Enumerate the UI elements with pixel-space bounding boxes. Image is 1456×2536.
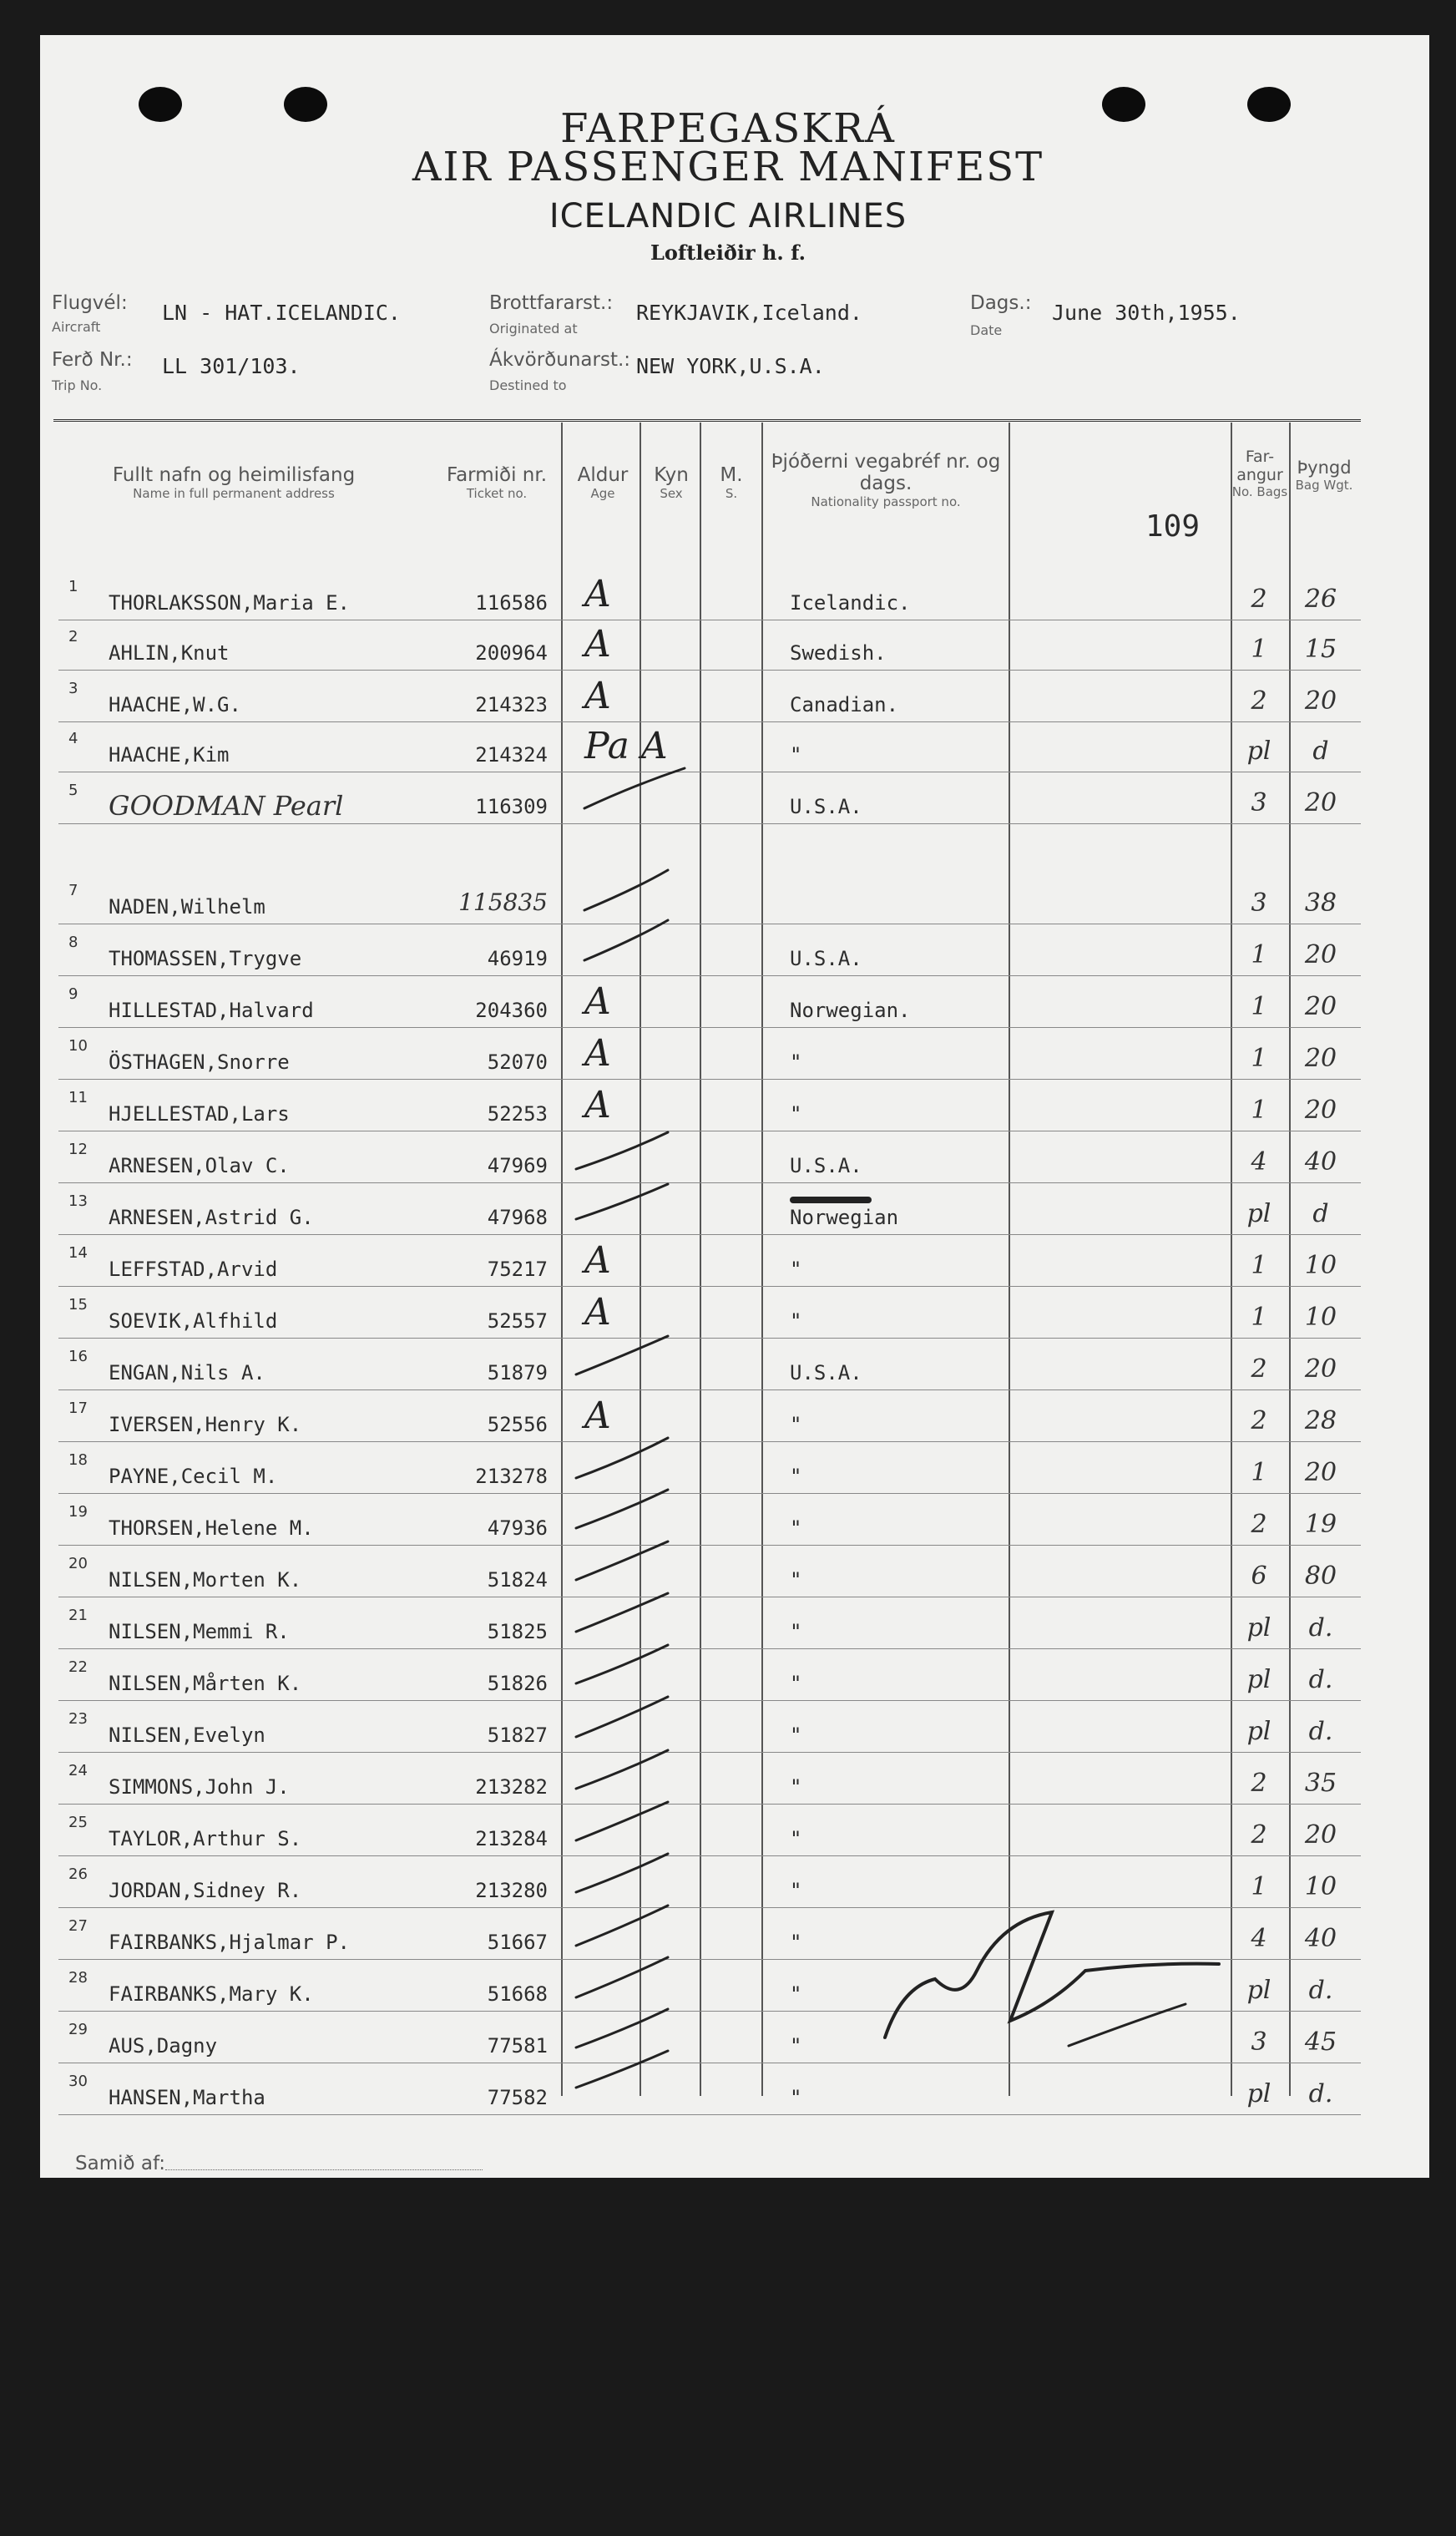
col-name-header: Fullt nafn og heimilisfang Name in full permanent address bbox=[112, 464, 356, 501]
row-number: 12 bbox=[68, 1141, 88, 1158]
ticket-number: 200964 bbox=[475, 641, 548, 665]
passenger-name: HAACHE,W.G. bbox=[109, 693, 241, 716]
company-name: Loftleiðir h. f. bbox=[650, 240, 806, 265]
col-sex-header: Kyn Sex bbox=[654, 464, 689, 501]
aircraft-label: Flugvél: bbox=[52, 292, 128, 314]
row-number: 5 bbox=[68, 782, 78, 799]
age-dash-mark bbox=[584, 768, 685, 808]
age-mark: A bbox=[584, 1291, 611, 1334]
bag-weight: 38 bbox=[1304, 888, 1337, 918]
age-dash-mark bbox=[576, 1184, 668, 1219]
age-dash-mark bbox=[584, 870, 668, 910]
ticket-number: 77581 bbox=[487, 2034, 548, 2058]
age-dash-mark bbox=[576, 1541, 668, 1580]
row-number: 13 bbox=[68, 1192, 88, 1210]
bag-count: 1 bbox=[1251, 940, 1267, 969]
bag-weight: d. bbox=[1308, 1665, 1333, 1694]
passenger-name: LEFFSTAD,Arvid bbox=[109, 1258, 278, 1281]
bag-weight: 35 bbox=[1304, 1769, 1337, 1798]
bag-count: 2 bbox=[1251, 1820, 1267, 1850]
nationality: " bbox=[790, 1050, 802, 1074]
bag-count: pl bbox=[1246, 1199, 1271, 1228]
bag-weight: 20 bbox=[1304, 1820, 1337, 1850]
bag-count: 1 bbox=[1251, 1251, 1267, 1280]
ticket-number: 52557 bbox=[487, 1309, 548, 1333]
row-number: 15 bbox=[68, 1296, 88, 1314]
row-number: 24 bbox=[68, 1762, 88, 1779]
age-mark: A bbox=[584, 623, 611, 666]
row-number: 17 bbox=[68, 1400, 88, 1417]
bag-weight: 10 bbox=[1304, 1872, 1337, 1901]
ticket-number: 214323 bbox=[475, 693, 548, 716]
passenger-name: THORLAKSSON,Maria E. bbox=[109, 591, 350, 615]
nationality: Swedish. bbox=[790, 641, 887, 665]
ticket-number: 77582 bbox=[487, 2086, 548, 2109]
bag-count: 1 bbox=[1251, 1458, 1267, 1487]
nationality: " bbox=[790, 1258, 802, 1281]
nationality: Icelandic. bbox=[790, 591, 911, 615]
row-number: 4 bbox=[68, 730, 78, 747]
bag-weight: 20 bbox=[1304, 940, 1337, 969]
bag-weight: 20 bbox=[1304, 788, 1337, 817]
passenger-name: PAYNE,Cecil M. bbox=[109, 1465, 278, 1488]
row-number: 16 bbox=[68, 1348, 88, 1365]
age-dash-mark bbox=[576, 1593, 668, 1632]
row-number: 18 bbox=[68, 1451, 88, 1469]
age-dash-mark bbox=[576, 1802, 668, 1840]
prepared-by-label: Samið af: bbox=[75, 2153, 165, 2174]
ticket-number: 51827 bbox=[487, 1724, 548, 1747]
row-number: 26 bbox=[68, 1865, 88, 1883]
age-dash-mark bbox=[576, 1645, 668, 1683]
passenger-name: JORDAN,Sidney R. bbox=[109, 1879, 302, 1902]
row-number: 3 bbox=[68, 680, 78, 697]
ticket-number: 51879 bbox=[487, 1361, 548, 1384]
bag-count: 1 bbox=[1251, 635, 1267, 664]
nationality: " bbox=[790, 1827, 802, 1850]
ticket-number: 51668 bbox=[487, 1982, 548, 2006]
age-dash-mark bbox=[576, 1906, 668, 1946]
nationality: Norwegian bbox=[790, 1206, 899, 1229]
passenger-name: AHLIN,Knut bbox=[109, 641, 230, 665]
passenger-name: FAIRBANKS,Mary K. bbox=[109, 1982, 314, 2006]
bag-count: 4 bbox=[1251, 1147, 1267, 1177]
row-number: 10 bbox=[68, 1037, 88, 1055]
bag-weight: 40 bbox=[1304, 1147, 1337, 1177]
passenger-name: GOODMAN Pearl bbox=[109, 790, 344, 822]
col-bags-header: Far-angur No. Bags bbox=[1231, 448, 1288, 499]
passenger-name: NILSEN,Mårten K. bbox=[109, 1672, 302, 1695]
bag-weight: 20 bbox=[1304, 1044, 1337, 1073]
passenger-count-note: 109 bbox=[1145, 509, 1201, 544]
passenger-name: THORSEN,Helene M. bbox=[109, 1516, 314, 1540]
bag-weight: 28 bbox=[1304, 1406, 1337, 1435]
col-ticket-header: Farmiði nr. Ticket no. bbox=[446, 464, 548, 501]
title-english: AIR PASSENGER MANIFEST bbox=[412, 144, 1044, 190]
bag-count: 2 bbox=[1251, 686, 1267, 716]
passenger-name: THOMASSEN,Trygve bbox=[109, 947, 302, 970]
ticket-number: 52253 bbox=[487, 1102, 548, 1126]
nationality: " bbox=[790, 1102, 802, 1126]
passenger-name: HANSEN,Martha bbox=[109, 2086, 265, 2109]
age-mark: A bbox=[584, 1239, 611, 1282]
trip-label: Ferð Nr.: bbox=[52, 349, 133, 371]
bag-count: pl bbox=[1246, 737, 1271, 766]
nationality: " bbox=[790, 743, 802, 767]
bag-count: 2 bbox=[1251, 1510, 1267, 1539]
age-mark: A bbox=[584, 675, 611, 717]
ticket-number: 47968 bbox=[487, 1206, 548, 1229]
passenger-name: HAACHE,Kim bbox=[109, 743, 230, 767]
date-sublabel: Date bbox=[970, 322, 1003, 338]
age-dash-mark bbox=[576, 1490, 668, 1528]
bag-weight: 19 bbox=[1304, 1510, 1337, 1539]
bag-weight: 20 bbox=[1304, 1458, 1337, 1487]
nationality: " bbox=[790, 1724, 802, 1747]
ticket-number: 116309 bbox=[475, 795, 548, 818]
bag-weight: d. bbox=[1308, 1976, 1333, 2005]
passenger-name: AUS,Dagny bbox=[109, 2034, 218, 2058]
origin-sublabel: Originated at bbox=[489, 321, 578, 337]
aircraft-sublabel: Aircraft bbox=[52, 319, 101, 335]
ticket-number: 52556 bbox=[487, 1413, 548, 1436]
destination-sublabel: Destined to bbox=[489, 377, 567, 393]
bag-count: pl bbox=[1246, 1717, 1271, 1746]
bag-count: 3 bbox=[1251, 788, 1267, 817]
row-number: 25 bbox=[68, 1814, 88, 1831]
prepared-by-line bbox=[165, 2169, 483, 2170]
row-number: 23 bbox=[68, 1710, 88, 1728]
bag-count: 1 bbox=[1251, 1044, 1267, 1073]
ticket-number: 47969 bbox=[487, 1154, 548, 1177]
row-number: 2 bbox=[68, 628, 78, 645]
nationality: U.S.A. bbox=[790, 1154, 862, 1177]
bag-weight: 10 bbox=[1304, 1303, 1337, 1332]
trip-sublabel: Trip No. bbox=[52, 377, 103, 393]
nationality: " bbox=[790, 1620, 802, 1643]
nationality: U.S.A. bbox=[790, 947, 862, 970]
bag-count: 1 bbox=[1251, 1303, 1267, 1332]
nationality: " bbox=[790, 2034, 802, 2058]
ticket-number: 51826 bbox=[487, 1672, 548, 1695]
row-number: 30 bbox=[68, 2073, 88, 2090]
row-number: 9 bbox=[68, 985, 78, 1003]
ticket-number: 213284 bbox=[475, 1827, 548, 1850]
bag-weight: 20 bbox=[1304, 992, 1337, 1021]
bag-weight: 20 bbox=[1304, 1096, 1337, 1125]
nationality: " bbox=[790, 1931, 802, 1954]
bag-weight: d. bbox=[1308, 2079, 1333, 2108]
passenger-name: TAYLOR,Arthur S. bbox=[109, 1827, 302, 1850]
age-dash-mark bbox=[576, 1957, 668, 1997]
row-number: 7 bbox=[68, 882, 78, 899]
origin-value: REYKJAVIK,Iceland. bbox=[636, 301, 862, 325]
nationality: " bbox=[790, 1465, 802, 1488]
passenger-name: IVERSEN,Henry K. bbox=[109, 1413, 302, 1436]
ticket-number: 51824 bbox=[487, 1568, 548, 1592]
bag-count: 1 bbox=[1251, 1872, 1267, 1901]
age-dash-mark bbox=[584, 920, 668, 960]
passenger-name: NILSEN,Morten K. bbox=[109, 1568, 302, 1592]
ticket-number: 75217 bbox=[487, 1258, 548, 1281]
col-ms-header: M. S. bbox=[720, 464, 743, 501]
nationality: " bbox=[790, 2086, 802, 2109]
age-dash-mark bbox=[576, 1697, 668, 1737]
passenger-name: NILSEN,Evelyn bbox=[109, 1724, 265, 1747]
col-age-header: Aldur Age bbox=[577, 464, 629, 501]
bag-count: 1 bbox=[1251, 992, 1267, 1021]
ticket-number: 46919 bbox=[487, 947, 548, 970]
origin-label: Brottfararst.: bbox=[489, 292, 614, 314]
bag-count: 2 bbox=[1251, 1354, 1267, 1384]
age-dash-mark bbox=[576, 1132, 668, 1169]
aircraft-value: LN - HAT.ICELANDIC. bbox=[162, 301, 401, 325]
row-number: 8 bbox=[68, 934, 78, 951]
passenger-name: ARNESEN,Astrid G. bbox=[109, 1206, 314, 1229]
passenger-name: ÖSTHAGEN,Snorre bbox=[109, 1050, 290, 1074]
nationality: " bbox=[790, 1672, 802, 1695]
bag-count: 2 bbox=[1251, 1406, 1267, 1435]
bag-weight: d bbox=[1312, 1199, 1329, 1228]
ticket-number: 204360 bbox=[475, 999, 548, 1022]
age-mark: A bbox=[584, 1084, 611, 1126]
bag-count: 1 bbox=[1251, 1096, 1267, 1125]
passenger-name: NILSEN,Memmi R. bbox=[109, 1620, 290, 1643]
bag-weight: 45 bbox=[1304, 2027, 1337, 2057]
signature-scribble bbox=[1069, 2004, 1186, 2046]
bag-weight: d. bbox=[1308, 1613, 1333, 1643]
row-number: 29 bbox=[68, 2021, 88, 2038]
age-mark: A bbox=[584, 980, 611, 1023]
age-dash-mark bbox=[576, 1854, 668, 1892]
nationality: " bbox=[790, 1775, 802, 1799]
passenger-name: ENGAN,Nils A. bbox=[109, 1361, 265, 1384]
col-weight-header: Þyngd Bag Wgt. bbox=[1295, 458, 1353, 493]
bag-count: pl bbox=[1246, 1613, 1271, 1643]
age-mark: A bbox=[584, 573, 611, 615]
nationality: " bbox=[790, 1568, 802, 1592]
row-number: 21 bbox=[68, 1607, 88, 1624]
passenger-name: SOEVIK,Alfhild bbox=[109, 1309, 278, 1333]
bag-count: pl bbox=[1246, 2079, 1271, 2108]
destination-value: NEW YORK,U.S.A. bbox=[636, 354, 825, 378]
passenger-name: FAIRBANKS,Hjalmar P. bbox=[109, 1931, 350, 1954]
bag-weight: 40 bbox=[1304, 1924, 1337, 1953]
row-number: 28 bbox=[68, 1969, 88, 1987]
age-dash-mark bbox=[576, 1438, 668, 1478]
age-mark: A bbox=[584, 1395, 611, 1437]
ticket-number: 47936 bbox=[487, 1516, 548, 1540]
row-number: 22 bbox=[68, 1658, 88, 1676]
signature-scribble bbox=[885, 1912, 1219, 2037]
row-number: 1 bbox=[68, 578, 78, 595]
bag-weight: 26 bbox=[1304, 585, 1337, 614]
airline-name: ICELANDIC AIRLINES bbox=[549, 197, 907, 235]
ticket-number: 52070 bbox=[487, 1050, 548, 1074]
ticket-number: 51667 bbox=[487, 1931, 548, 1954]
bag-weight: 15 bbox=[1304, 635, 1337, 664]
ticket-number: 213278 bbox=[475, 1465, 548, 1488]
nationality: Norwegian. bbox=[790, 999, 911, 1022]
passenger-name: HILLESTAD,Halvard bbox=[109, 999, 314, 1022]
bag-count: 6 bbox=[1251, 1562, 1267, 1591]
passenger-name: HJELLESTAD,Lars bbox=[109, 1102, 290, 1126]
bag-count: pl bbox=[1246, 1665, 1271, 1694]
date-value: June 30th,1955. bbox=[1052, 301, 1241, 325]
bag-weight: 80 bbox=[1304, 1562, 1337, 1591]
age-dash-mark bbox=[576, 2051, 668, 2088]
row-number: 11 bbox=[68, 1089, 88, 1106]
age-dash-mark bbox=[576, 2009, 668, 2048]
bag-count: pl bbox=[1246, 1976, 1271, 2005]
passenger-name: SIMMONS,John J. bbox=[109, 1775, 290, 1799]
col-nationality-header: Þjóðerni vegabréf nr. og dags. Nationality passport no. bbox=[771, 451, 1001, 509]
passenger-name: NADEN,Wilhelm bbox=[109, 895, 265, 919]
age-dash-mark bbox=[576, 1750, 668, 1789]
row-number: 20 bbox=[68, 1555, 88, 1572]
nationality: " bbox=[790, 1879, 802, 1902]
nationality: Canadian. bbox=[790, 693, 899, 716]
bag-count: 3 bbox=[1251, 888, 1267, 918]
title-icelandic: FARPEGASKRÁ bbox=[560, 105, 896, 152]
bag-count: 2 bbox=[1251, 1769, 1267, 1798]
row-number: 27 bbox=[68, 1917, 88, 1935]
ticket-number: 214324 bbox=[475, 743, 548, 767]
row-number: 14 bbox=[68, 1244, 88, 1262]
age-mark: A bbox=[584, 1032, 611, 1075]
ticket-number: 116586 bbox=[475, 591, 548, 615]
bag-weight: d. bbox=[1308, 1717, 1333, 1746]
age-dash-mark bbox=[576, 1336, 668, 1374]
nationality: " bbox=[790, 1982, 802, 2006]
age-mark: Pa A bbox=[584, 725, 668, 767]
bag-count: 4 bbox=[1251, 1924, 1267, 1953]
bag-count: 3 bbox=[1251, 2027, 1267, 2057]
trip-value: LL 301/103. bbox=[162, 354, 301, 378]
ticket-number: 51825 bbox=[487, 1620, 548, 1643]
bag-weight: 20 bbox=[1304, 1354, 1337, 1384]
nationality: " bbox=[790, 1516, 802, 1540]
ticket-number: 115835 bbox=[458, 888, 548, 916]
bag-weight: d bbox=[1312, 737, 1329, 766]
destination-label: Ákvörðunarst.: bbox=[489, 349, 631, 371]
ticket-number: 213282 bbox=[475, 1775, 548, 1799]
bag-weight: 10 bbox=[1304, 1251, 1337, 1280]
nationality: " bbox=[790, 1309, 802, 1333]
bag-count: 2 bbox=[1251, 585, 1267, 614]
passenger-name: ARNESEN,Olav C. bbox=[109, 1154, 290, 1177]
nationality: U.S.A. bbox=[790, 795, 862, 818]
bag-weight: 20 bbox=[1304, 686, 1337, 716]
ticket-number: 213280 bbox=[475, 1879, 548, 1902]
nationality: " bbox=[790, 1413, 802, 1436]
nationality: U.S.A. bbox=[790, 1361, 862, 1384]
row-number: 19 bbox=[68, 1503, 88, 1521]
date-label: Dags.: bbox=[970, 292, 1032, 314]
